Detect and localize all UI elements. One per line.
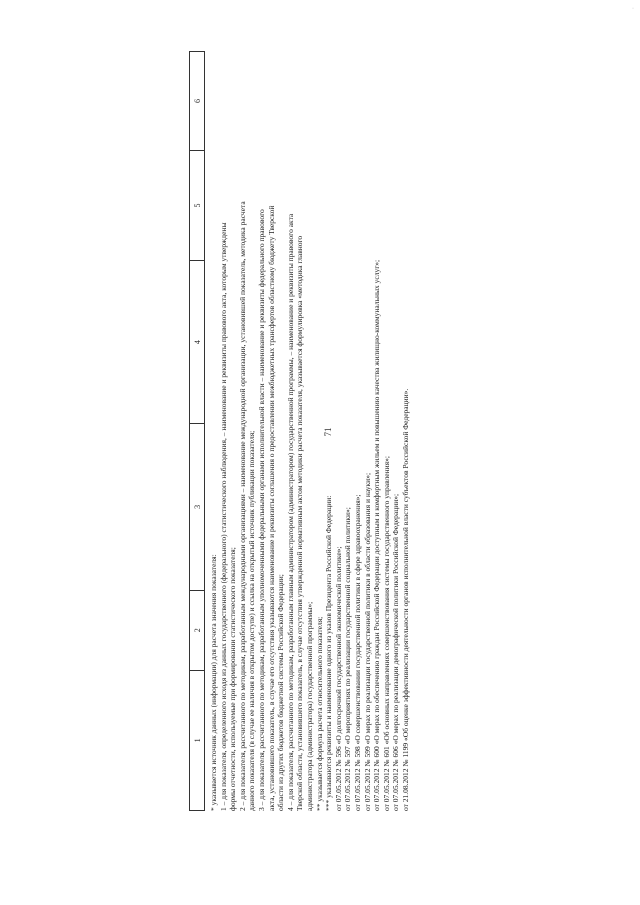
footnote-line: 4 – для показателя, рассчитанного по методикам, разработанным главным администратором (администратором) государственной программы, – наименование и реквизиты правового акта	[285, 213, 295, 811]
document-body	[189, 51, 451, 811]
footnote-line: 3 – для показателя, рассчитанного по методикам, разработанным уполномоченными федеральными органами исполнительной власти – наименование и реквизиты федерального правового	[256, 209, 266, 811]
footnote-line: Тверской области, установившего показатель, в случае отсутствия утвержденной нормативным актом методики расчета показателя, указывается формулировка «методика главного	[295, 235, 305, 811]
column-number-4: 4	[190, 261, 205, 424]
footnote-line: области из других бюджетов бюджетной системы Российской Федерации;	[276, 574, 286, 811]
footnote-line: от 07.05.2012 № 599 «О мерах по реализации государственной политики в области образования и науки»;	[362, 472, 372, 811]
footnote-line: от 07.05.2012 № 606 «О мерах по реализации демографической политики Российской Федерации»;	[391, 493, 401, 811]
column-number-3: 3	[190, 424, 205, 591]
column-number-6: 6	[190, 52, 205, 151]
footnote-line: от 07.05.2012 № 600 «О мерах по обеспечению граждан Российской Федерации доступным и комфортным жильем и повышению качества жилищно-коммунальных услуг»;	[372, 259, 382, 811]
column-number-5: 5	[190, 150, 205, 260]
footnote-line: формы отчетности, используемые при формировании статистического показателя;	[228, 547, 238, 811]
footnote-line: * указывается источник данных (информации) для расчета значения показателя:	[209, 554, 218, 811]
footnote-line: от 07.05.2012 № 597 «О мероприятиях по реализации государственной социальной политики»;	[343, 507, 353, 811]
footnote-line: администратора (администратора) государственной программы»;	[304, 601, 314, 811]
footnote-line: *** указываются реквизиты и наименование одного из указов Президента Российской Федерации:	[324, 495, 334, 811]
header-row	[190, 52, 205, 811]
footnote-line: ** указывается формула расчета относительного показателя;	[314, 616, 324, 811]
column-number-header	[189, 51, 205, 811]
column-number-1: 1	[190, 670, 205, 810]
footnote-line: от 07.05.2012 № 596 «О долгосрочной государственной экономической политике»;	[333, 546, 343, 811]
page-number: 71	[323, 427, 333, 437]
footnotes	[209, 51, 410, 811]
footnote-line: 1 – для показателя, определенного исходя из данных государственного (федерального) статистического наблюдения, – наименование и реквизиты правового акта, которым утверждены	[218, 222, 228, 811]
footnote-line: данного показателя (в случае ее наличия в открытом доступе) и ссылка на открытый источник публикации показателя;	[247, 430, 257, 811]
footnote-line: от 07.05.2012 № 598 «О совершенствовании государственной политики в сфере здравоохранения»;	[352, 494, 362, 811]
footnote-line: от 21.08.2012 № 1199 «Об оценке эффективности деятельности органов исполнительной власти субъектов Российской Федерации».	[400, 388, 410, 811]
footnote-line: акта, установившего показатель, в случае его отсутствия указываются наименование и реквизиты соглашения о предоставлении межбюджетных трансфертов областному бюджету Тверской	[266, 205, 276, 811]
scan-mark: ·	[632, 6, 634, 12]
footnote-line: 2 – для показателя, рассчитанного по методикам, разработанным международными организациями – наименование международной организации, установившей показатель, методика расчета	[237, 201, 247, 811]
column-number-2: 2	[190, 590, 205, 670]
footnote-line: от 07.05.2012 № 601 «Об основных направлениях совершенствования системы государственного управления»;	[381, 456, 391, 811]
